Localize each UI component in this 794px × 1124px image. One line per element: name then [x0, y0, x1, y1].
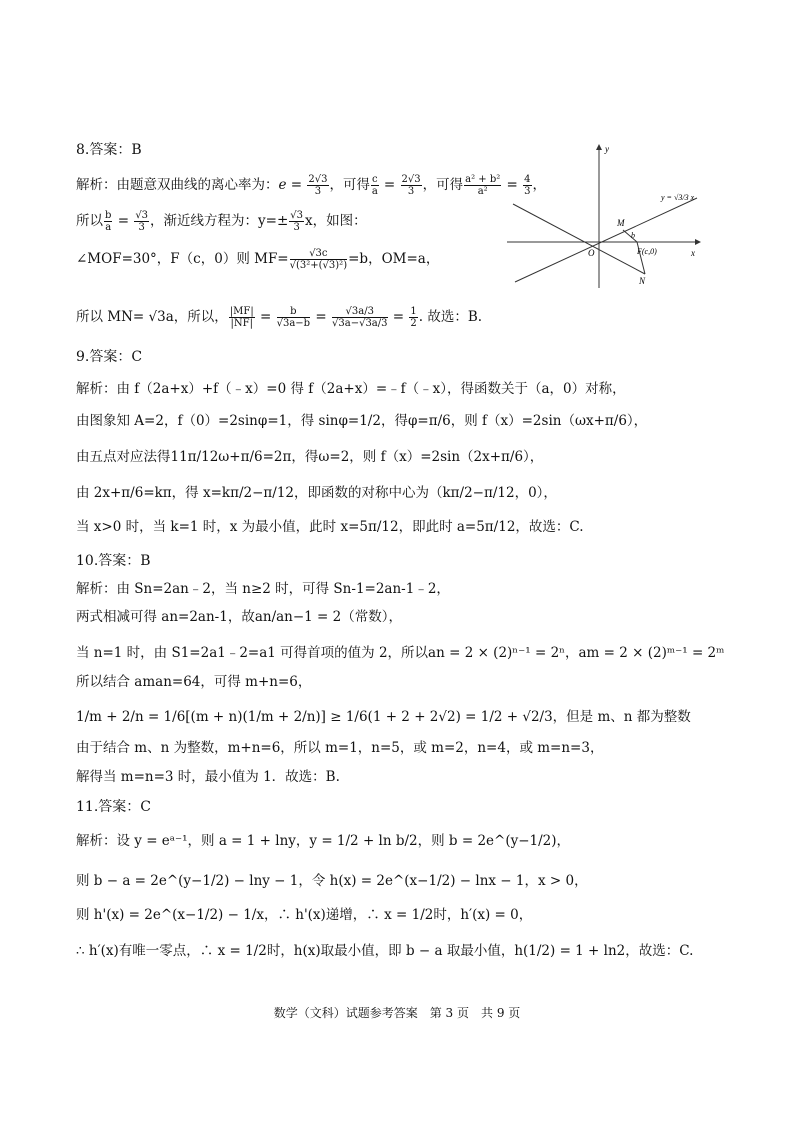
y-axis-arrow	[596, 144, 602, 150]
x-axis-label: x	[691, 248, 695, 258]
hyperbola-figure	[505, 142, 705, 292]
q11-title: 11.答案：C	[76, 799, 151, 815]
q10-line3: 当 n=1 时，由 S1=2a1﹣2=a1 可得首项的值为 2，所以an = 2 × (2)ⁿ⁻¹ = 2ⁿ，am = 2 × (2)ᵐ⁻¹ = 2ᵐ	[76, 645, 725, 661]
y-axis-label: y	[605, 144, 609, 154]
point-F-label: F(c,0)	[637, 247, 657, 256]
q8-line4: 所以 MN= √3a，所以， $\frac{|MF|}{|NF|}$ = $\frac{b}{√3a-b}$ = $\frac{√3a/3}{√3a-√3a/3}$ = $\frac{1}{2}$ . 故选：B.	[76, 306, 483, 329]
q10-line7: 解得当 m=n=3 时，最小值为 1．故选：B.	[76, 769, 340, 785]
q9-line1: 解析：由 f（2a+x）+f（﹣x）=0 得 f（2a+x）=﹣f（﹣x），得函数关于（a，0）对称，	[76, 381, 626, 397]
page-footer: 数学（文科）试题参考答案 第 3 页 共 9 页	[273, 1006, 521, 1020]
q9-line2: 由图象知 A=2，f（0）=2sinφ=1，得 sinφ=1/2，得φ=π/6，则 f（x）=2sin（ωx+π/6），	[76, 413, 648, 429]
q10-line5: 1/m + 2/n = 1/6[(m + n)(1/m + 2/n)] ≥ 1/6(1 + 2 + 2√2) = 1/2 + √2/3，但是 m、n 都为整数	[76, 709, 691, 725]
q8-line1: 解析：由题意双曲线的离心率为：e = $\frac{2√3}{3}$ ，可得 $\frac{c}{a}$ = $\frac{2√3}{3}$ ，可得 $\frac{\text{a² + b²}}{\text{a²}}$ = $\frac{4}{3}$ ，	[76, 174, 547, 197]
asymptote-label: y = √3/3 x	[661, 193, 695, 202]
q9-line5: 当 x>0 时，当 k=1 时，x 为最小值，此时 x=5π/12，即此时 a=5π/12，故选：C.	[76, 519, 584, 535]
q9-line4: 由 2x+π/6=kπ，得 x=kπ/2−π/12，即函数的对称中心为（kπ/2−π/12，0），	[76, 485, 557, 501]
q11-line4: ∴ h′(x)有唯一零点，∴ x = 1/2时，h(x)取最小值，即 b − a 取最小值，h(1/2) = 1 + ln2，故选：C.	[76, 943, 694, 959]
q8-line3: ∠MOF=30°，F（c，0）则 MF= $\frac{√3c}{\text{√(3²+(√3)²)}}$ =b，OM=a，	[76, 248, 440, 271]
point-M-label: M	[617, 218, 625, 228]
asymptote-positive	[515, 198, 697, 282]
x-axis-arrow	[695, 239, 701, 245]
q10-title: 10.答案：B	[76, 553, 151, 569]
q8-line2: 所以 $\frac{b}{a}$ = $\frac{√3}{3}$ ，渐近线方程为：y=± $\frac{√3}{3}$ x，如图：	[76, 210, 367, 233]
q10-line6: 由于结合 m、n 为整数，m+n=6，所以 m=1，n=5，或 m=2，n=4，或 m=n=3，	[76, 740, 604, 756]
q10-line1: 解析：由 Sn=2an﹣2，当 n≥2 时，可得 Sn-1=2an-1﹣2，	[76, 581, 450, 597]
q10-line2: 两式相减可得 an=2an-1，故an/an−1 = 2（常数），	[76, 609, 402, 625]
q9-line3: 由五点对应法得11π/12ω+π/6=2π，得ω=2，则 f（x）=2sin（2x+π/6），	[76, 449, 544, 465]
point-N-label: N	[639, 276, 646, 286]
q10-line4: 所以结合 aman=64，可得 m+n=6，	[76, 674, 312, 690]
asymptote-negative	[513, 204, 645, 274]
q11-line2: 则 b − a = 2e^(y−1/2) − lny − 1，令 h(x) = 2e^(x−1/2) − lnx − 1，x > 0，	[76, 873, 588, 889]
origin-label: O	[588, 248, 595, 258]
b-label: b	[631, 231, 635, 240]
q8-title: 8.答案：B	[76, 142, 142, 158]
q9-title: 9.答案：C	[76, 349, 143, 365]
q11-line3: 则 h'(x) = 2e^(x−1/2) − 1/x，∴ h'(x)递增，∴ x = 1/2时，h′(x) = 0，	[76, 907, 533, 923]
q11-line1: 解析：设 y = eᵃ⁻¹，则 a = 1 + lny，y = 1/2 + ln b/2，则 b = 2e^(y−1/2)，	[76, 833, 571, 849]
